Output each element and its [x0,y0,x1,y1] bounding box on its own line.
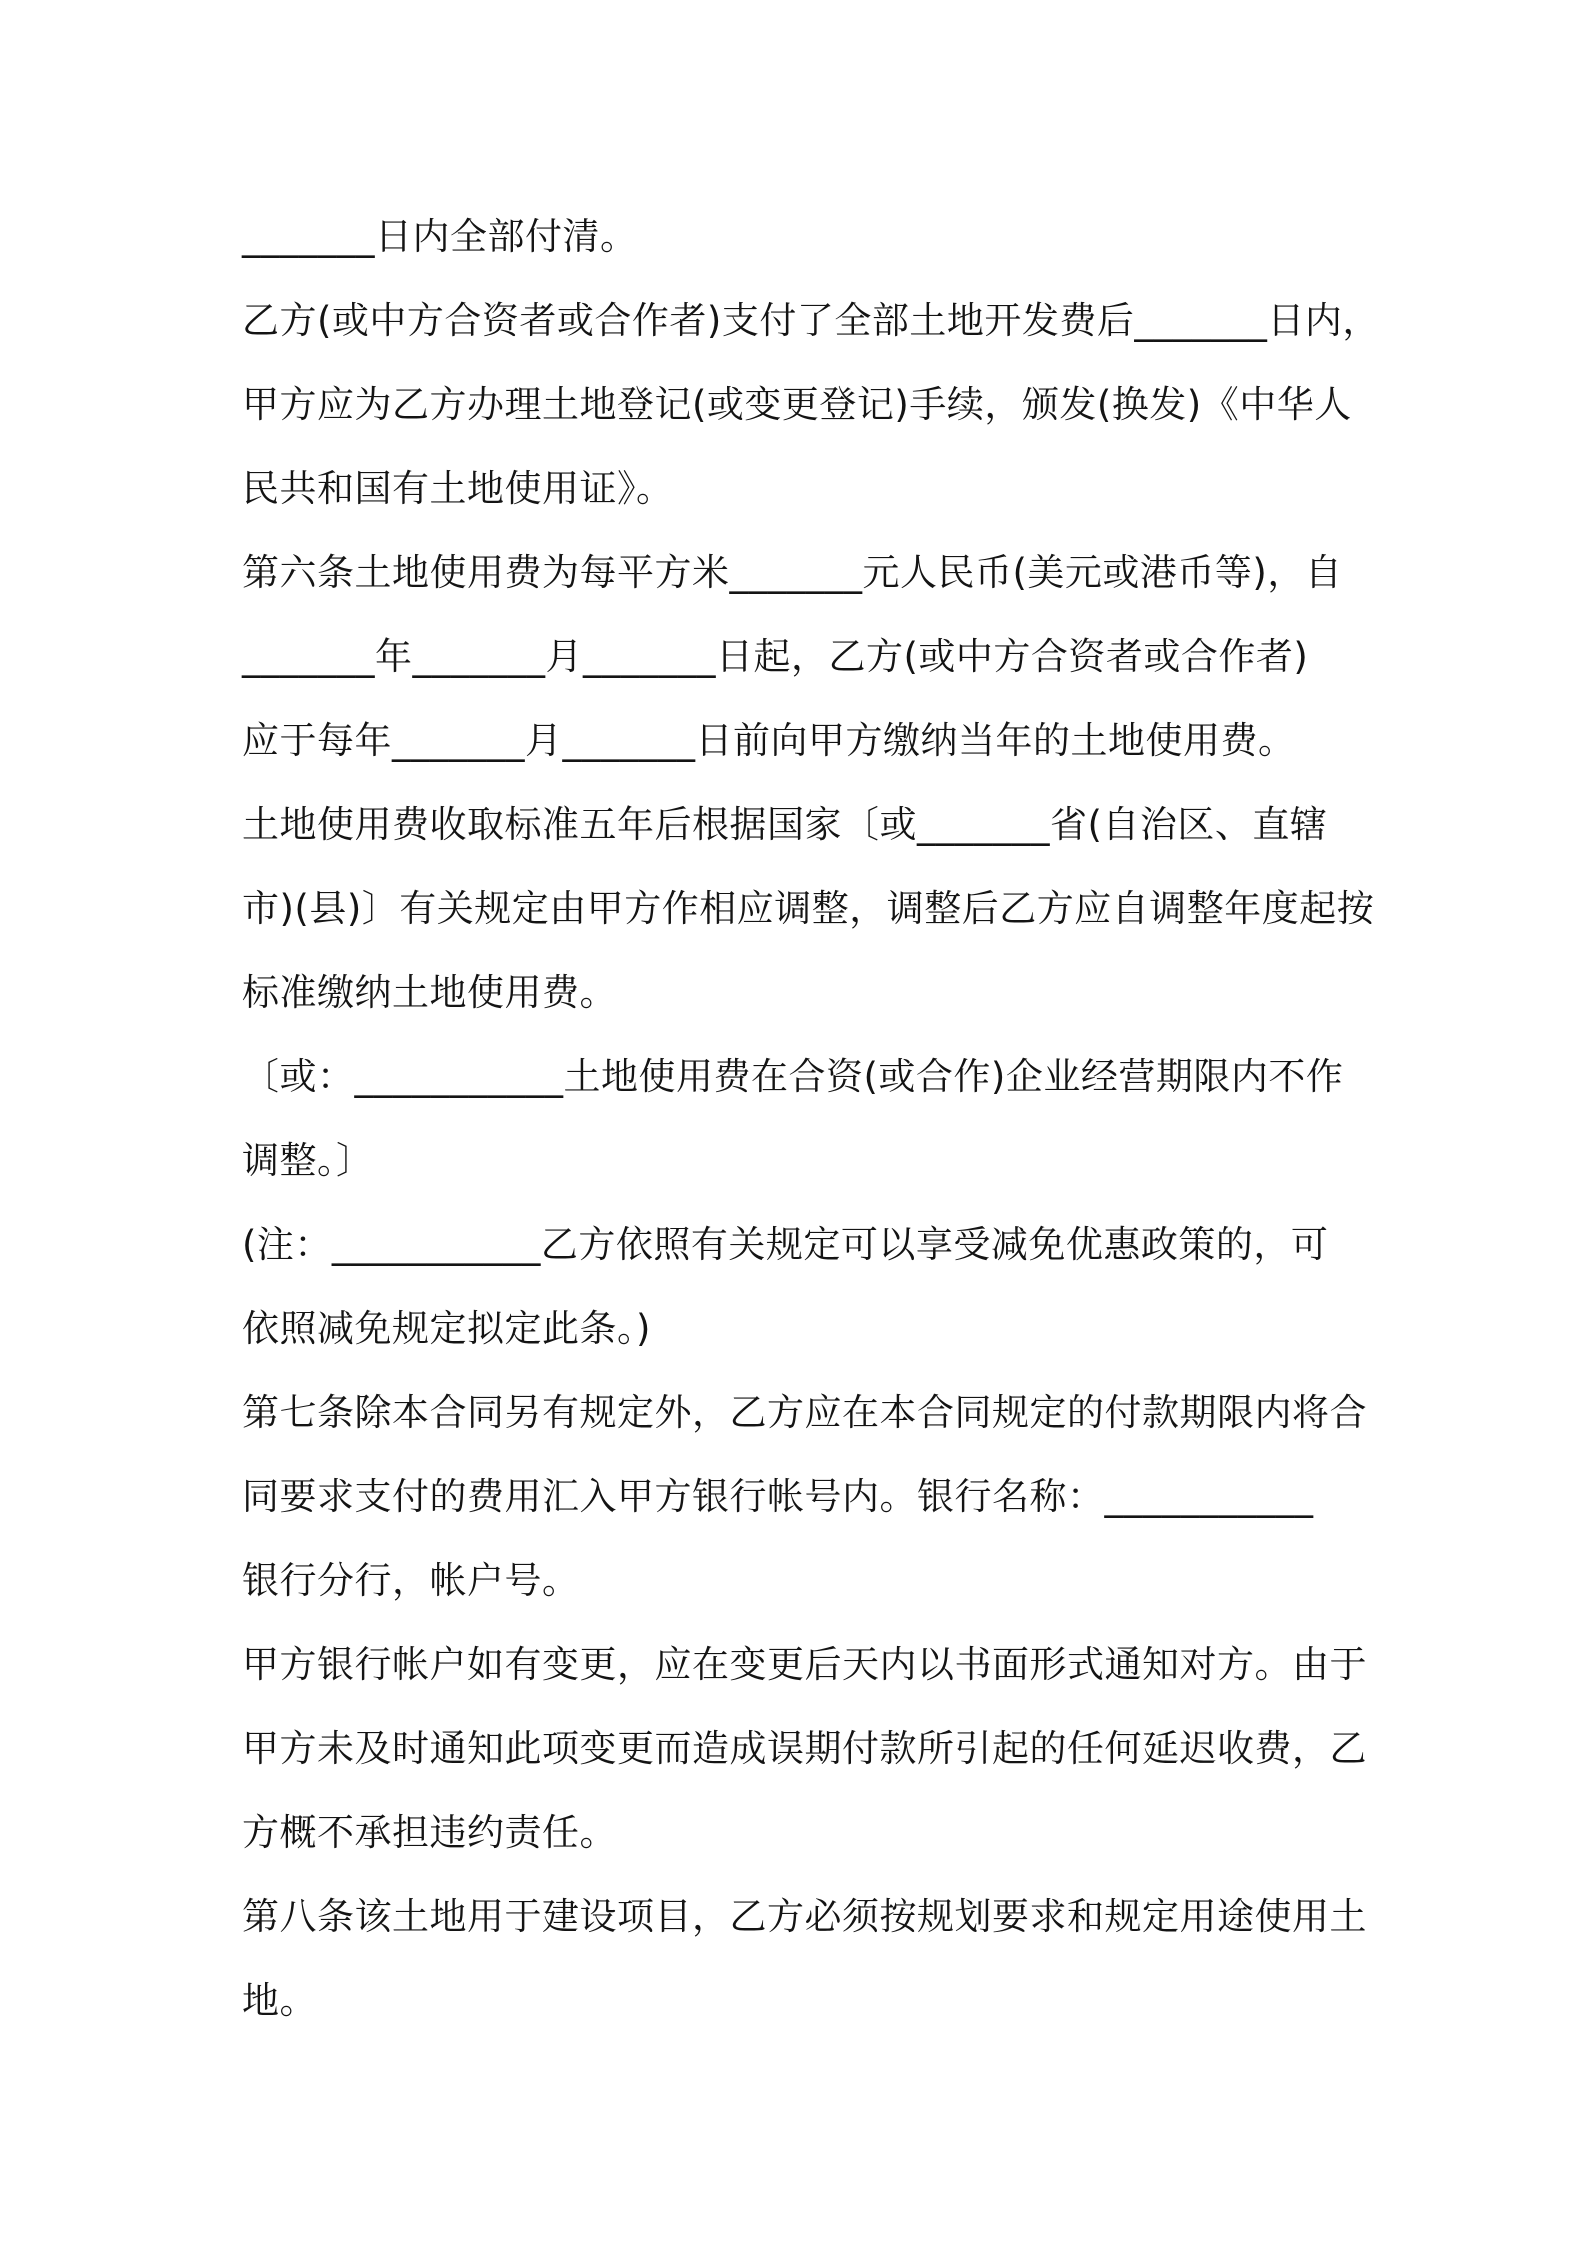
text-line: 调整。〕 [242,1139,374,1182]
text-line: 甲方未及时通知此项变更而造成误期付款所引起的任何延迟收费，乙 [242,1727,1367,1770]
text-line: _______年_______月_______日起，乙方(或中方合资者或合作者) [242,635,1309,678]
text-line: _______日内全部付清。 [242,215,638,258]
text-line: 依照减免规定拟定此条。) [242,1307,651,1350]
article-6-line: 第六条土地使用费为每平方米_______元人民币(美元或港币等)，自 [242,551,1343,594]
text-line: 方概不承担违约责任。 [242,1811,617,1854]
article-8-line: 第八条该土地用于建设项目，乙方必须按规划要求和规定用途使用土 [242,1895,1367,1938]
alternative-clause-line: 〔或：___________土地使用费在合资(或合作)企业经营期限内不作 [242,1055,1344,1098]
document-body [242,195,1380,2043]
text-line: 甲方银行帐户如有变更，应在变更后天内以书面形式通知对方。由于 [242,1643,1367,1686]
text-line: 标准缴纳土地使用费。 [242,971,617,1014]
text-line: 应于每年_______月_______日前向甲方缴纳当年的土地使用费。 [242,719,1296,762]
text-line: 银行分行，帐户号。 [242,1559,580,1602]
text-line: 土地使用费收取标准五年后根据国家〔或_______省(自治区、直辖 [242,803,1328,846]
note-line: (注：___________乙方依照有关规定可以享受减免优惠政策的，可 [242,1223,1329,1266]
text-line: 市)(县)〕有关规定由甲方作相应调整，调整后乙方应自调整年度起按 [242,887,1375,930]
article-7-line: 第七条除本合同另有规定外，乙方应在本合同规定的付款期限内将合 [242,1391,1367,1434]
text-line: 民共和国有土地使用证》。 [242,467,674,510]
text-line: 乙方(或中方合资者或合作者)支付了全部土地开发费后_______日内， [242,299,1380,342]
text-line: 同要求支付的费用汇入甲方银行帐号内。银行名称：___________ [242,1475,1314,1518]
text-line: 地。 [242,1979,317,2022]
text-line: 甲方应为乙方办理土地登记(或变更登记)手续，颁发(换发)《中华人 [242,383,1352,426]
